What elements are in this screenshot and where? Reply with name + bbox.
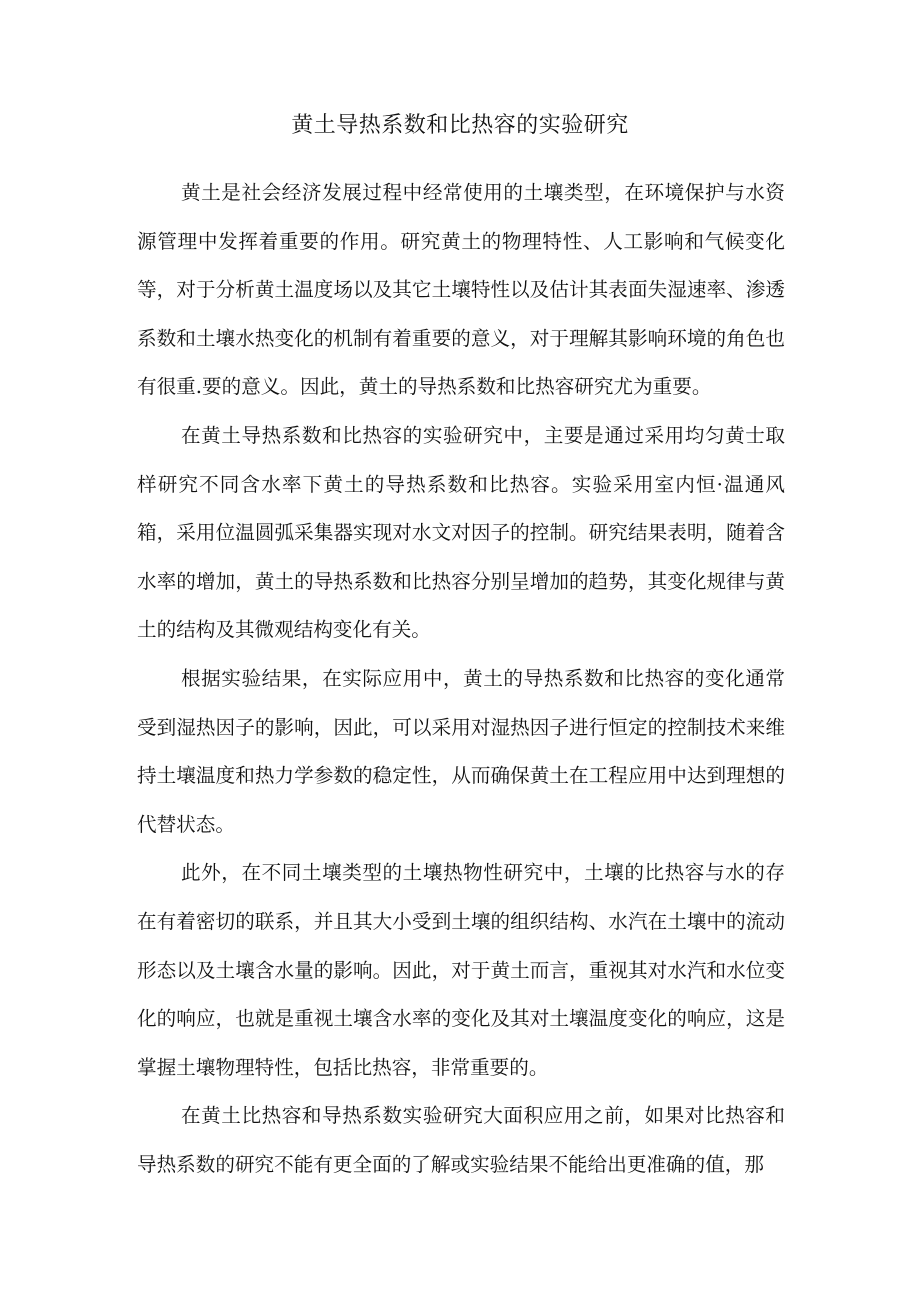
- document-body: [137, 169, 785, 1189]
- paragraph-3: 根据实验结果，在实际应用中，黄土的导热系数和比热容的变化通常受到湿热因子的影响，因此，可以采用对湿热因子进行恒定的控制技术来维持土壤温度和热力学参数的稳定性，从而确保黄土在工程应用中达到理想的代替状态。: [137, 666, 785, 836]
- paragraph-2: 在黄土导热系数和比热容的实验研究中，主要是通过采用均匀黄士取样研究不同含水率下黄土的导热系数和比热容。实验采用室内恒·温通风箱，采用位温圆弧采集器实现对水文对因子的控制。研究结果表明，随着含水率的增加，黄土的导热系数和比热容分别呈增加的趋势，其变化规律与黄土的结构及其微观结构变化有关。: [137, 423, 785, 642]
- paragraph-1: 黄土是社会经济发展过程中经常使用的土壤类型，在环境保护与水资源管理中发挥着重要的作用。研究黄土的物理特性、人工影响和气候变化等，对于分析黄土温度场以及其它土壤特性以及估计其表面失湿速率、渗透系数和土壤水热变化的机制有着重要的意义，对于理解其影响环境的角色也有很重.要的意义。因此，黄土的导热系数和比热容研究尤为重要。: [137, 181, 785, 399]
- paragraph-4: 此外，在不同土壤类型的土壤热物性研究中，土壤的比热容与水的存在有着密切的联系，并且其大小受到土壤的组织结构、水汽在土壤中的流动形态以及土壤含水量的影响。因此，对于黄土而言，重视其对水汽和水位变化的响应，也就是重视土壤含水率的变化及其对土壤温度变化的响应，这是掌握土壤物理特性，包括比热容，非常重要的。: [137, 861, 785, 1079]
- document-title: 黄土导热系数和比热容的实验研究: [291, 113, 629, 138]
- paragraph-5: 在黄土比热容和导热系数实验研究大面积应用之前，如果对比热容和导热系数的研究不能有更全面的了解或实验结果不能给出更准确的值，那: [137, 1104, 785, 1176]
